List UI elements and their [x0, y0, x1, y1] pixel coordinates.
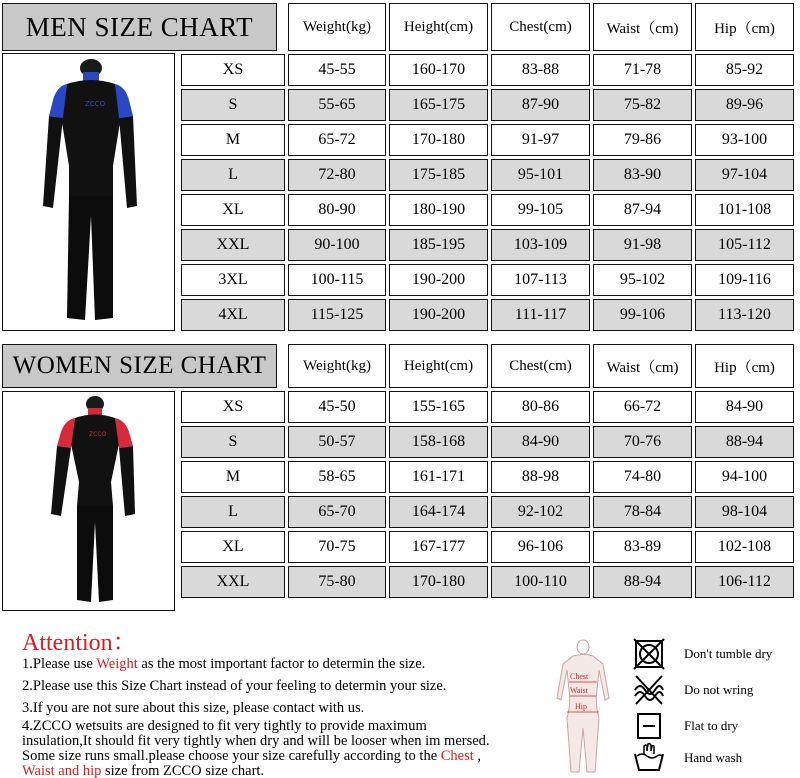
women-column-header: Chest(cm)	[491, 344, 590, 388]
height-cell: 170-180	[389, 124, 488, 156]
women-wetsuit-image	[2, 391, 175, 611]
men-chart-title: MEN SIZE CHART	[2, 3, 277, 51]
size-label-cell: L	[181, 159, 285, 191]
men-wetsuit-image	[2, 53, 175, 331]
size-label-cell: 4XL	[181, 299, 285, 331]
waist-cell: 79-86	[593, 124, 692, 156]
size-label-cell: XXL	[181, 566, 285, 598]
size-label-cell: L	[181, 496, 285, 528]
size-label-cell: M	[181, 124, 285, 156]
chest-cell: 95-101	[491, 159, 590, 191]
table-row	[181, 264, 794, 296]
chest-cell: 100-110	[491, 566, 590, 598]
note-4-line-3-suffix: ,	[473, 748, 482, 764]
note-1-prefix: 1.Please use	[22, 656, 97, 672]
table-row	[181, 194, 794, 226]
do-not-wring-icon	[632, 674, 666, 706]
size-label-cell: S	[181, 426, 285, 458]
waist-cell: 83-90	[593, 159, 692, 191]
men-column-header: Waist（cm)	[593, 3, 692, 51]
women-header-row	[181, 344, 794, 388]
hip-cell: 97-104	[695, 159, 794, 191]
note-4-line-3	[22, 748, 481, 764]
waist-cell: 88-94	[593, 566, 692, 598]
waist-cell: 70-76	[593, 426, 692, 458]
waist-cell: 74-80	[593, 461, 692, 493]
weight-cell: 90-100	[288, 229, 386, 261]
weight-cell: 45-55	[288, 54, 386, 86]
women-size-table	[178, 341, 797, 601]
chest-cell: 96-106	[491, 531, 590, 563]
waist-cell: 66-72	[593, 391, 692, 423]
height-cell: 160-170	[389, 54, 488, 86]
hip-cell: 102-108	[695, 531, 794, 563]
table-row	[181, 159, 794, 191]
weight-cell: 80-90	[288, 194, 386, 226]
hip-cell: 98-104	[695, 496, 794, 528]
height-cell: 170-180	[389, 566, 488, 598]
table-row	[181, 496, 794, 528]
height-cell: 180-190	[389, 194, 488, 226]
waist-cell: 87-94	[593, 194, 692, 226]
height-cell: 185-195	[389, 229, 488, 261]
waist-label: Waist	[570, 686, 589, 695]
height-cell: 167-177	[389, 531, 488, 563]
svg-text:ZCCO: ZCCO	[84, 100, 105, 108]
care-no-tumble-dry	[632, 638, 800, 670]
chest-cell: 91-97	[491, 124, 590, 156]
hip-cell: 101-108	[695, 194, 794, 226]
hip-cell: 85-92	[695, 54, 794, 86]
waist-cell: 95-102	[593, 264, 692, 296]
note-1	[22, 656, 425, 672]
women-column-header: Weight(kg)	[288, 344, 386, 388]
note-4-line-4	[22, 763, 264, 778]
waist-cell: 99-106	[593, 299, 692, 331]
svg-text:ZCCO: ZCCO	[88, 431, 106, 438]
table-row	[181, 566, 794, 598]
chest-cell: 92-102	[491, 496, 590, 528]
table-row	[181, 54, 794, 86]
attention-section	[0, 618, 800, 778]
note-3: 3.If you are not sure about this size, please contact with us.	[22, 700, 365, 716]
hip-cell: 113-120	[695, 299, 794, 331]
weight-cell: 58-65	[288, 461, 386, 493]
men-column-header: Height(cm)	[389, 3, 488, 51]
height-cell: 175-185	[389, 159, 488, 191]
note-1-suffix: as the most important factor to determin the size.	[137, 656, 426, 672]
weight-cell: 75-80	[288, 566, 386, 598]
height-cell: 158-168	[389, 426, 488, 458]
chest-cell: 87-90	[491, 89, 590, 121]
note-4-line-2: insulation,It should fit very tightly when dry and will be looser when im mersed.	[22, 733, 490, 749]
waist-cell: 75-82	[593, 89, 692, 121]
men-column-header: Chest(cm)	[491, 3, 590, 51]
care-label-flat-dry: Flat to dry	[684, 718, 739, 733]
hip-cell: 109-116	[695, 264, 794, 296]
chest-cell: 80-86	[491, 391, 590, 423]
size-label-cell: S	[181, 89, 285, 121]
women-column-header: Waist（cm)	[593, 344, 692, 388]
care-label-no-tumble-dry: Don't tumble dry	[684, 646, 773, 661]
height-cell: 155-165	[389, 391, 488, 423]
size-label-cell: XL	[181, 194, 285, 226]
note-1-highlight: Weight	[96, 656, 138, 672]
women-chart-title: WOMEN SIZE CHART	[2, 344, 277, 388]
waist-cell: 91-98	[593, 229, 692, 261]
weight-cell: 70-75	[288, 531, 386, 563]
waist-cell: 83-89	[593, 531, 692, 563]
hip-label: Hip	[575, 702, 587, 711]
size-label-cell: 3XL	[181, 264, 285, 296]
men-column-header: Hip（cm)	[695, 3, 794, 51]
chest-cell: 84-90	[491, 426, 590, 458]
waist-cell: 78-84	[593, 496, 692, 528]
weight-cell: 50-57	[288, 426, 386, 458]
waist-cell: 71-78	[593, 54, 692, 86]
size-label-cell: XS	[181, 391, 285, 423]
attention-title: Attention：	[22, 630, 137, 656]
note-2: 2.Please use this Size Chart instead of your feeling to determin your size.	[22, 678, 447, 694]
note-4-waist-hip-highlight: Waist and hip	[22, 763, 102, 778]
note-4-line-3-prefix: Some size runs small.please choose your size carefully according to the	[22, 748, 441, 764]
table-row	[181, 124, 794, 156]
note-4-line-4-suffix: size from ZCCO size chart.	[101, 763, 265, 778]
table-row	[181, 531, 794, 563]
care-hand-wash	[632, 742, 800, 774]
body-measurement-diagram	[537, 638, 629, 778]
care-do-not-wring	[632, 674, 800, 706]
size-label-cell: XS	[181, 54, 285, 86]
weight-cell: 100-115	[288, 264, 386, 296]
women-column-header: Height(cm)	[389, 344, 488, 388]
chest-cell: 103-109	[491, 229, 590, 261]
chest-cell: 83-88	[491, 54, 590, 86]
hip-cell: 88-94	[695, 426, 794, 458]
no-tumble-dry-icon	[632, 638, 666, 670]
weight-cell: 45-50	[288, 391, 386, 423]
weight-cell: 65-70	[288, 496, 386, 528]
table-row	[181, 89, 794, 121]
women-wetsuit-icon	[39, 394, 139, 608]
height-cell: 190-200	[389, 264, 488, 296]
height-cell: 190-200	[389, 299, 488, 331]
care-label-hand-wash: Hand wash	[684, 750, 743, 765]
chest-cell: 111-117	[491, 299, 590, 331]
women-column-header: Hip（cm)	[695, 344, 794, 388]
hand-wash-icon	[632, 742, 666, 774]
weight-cell: 72-80	[288, 159, 386, 191]
table-row	[181, 299, 794, 331]
chest-label: Chest	[570, 672, 589, 681]
flat-dry-icon	[632, 710, 666, 742]
height-cell: 165-175	[389, 89, 488, 121]
chest-cell: 88-98	[491, 461, 590, 493]
hip-cell: 106-112	[695, 566, 794, 598]
men-wetsuit-icon	[29, 56, 149, 328]
men-column-header: Weight(kg)	[288, 3, 386, 51]
table-row	[181, 426, 794, 458]
women-size-chart	[0, 341, 800, 613]
size-label-cell: XXL	[181, 229, 285, 261]
chest-cell: 107-113	[491, 264, 590, 296]
hip-cell: 89-96	[695, 89, 794, 121]
men-header-row	[181, 3, 794, 51]
height-cell: 161-171	[389, 461, 488, 493]
hip-cell: 93-100	[695, 124, 794, 156]
weight-cell: 55-65	[288, 89, 386, 121]
care-flat-dry	[632, 710, 800, 742]
hip-cell: 84-90	[695, 391, 794, 423]
note-4-line-1: 4.ZCCO wetsuits are designed to fit very tightly to provide maximum	[22, 718, 427, 734]
hip-cell: 94-100	[695, 461, 794, 493]
chest-cell: 99-105	[491, 194, 590, 226]
height-cell: 164-174	[389, 496, 488, 528]
care-label-do-not-wring: Do not wring	[684, 682, 754, 697]
weight-cell: 65-72	[288, 124, 386, 156]
size-label-cell: M	[181, 461, 285, 493]
hip-cell: 105-112	[695, 229, 794, 261]
men-size-table	[178, 0, 797, 334]
men-header-spacer	[181, 3, 285, 51]
men-size-chart	[0, 0, 800, 333]
size-label-cell: XL	[181, 531, 285, 563]
women-header-spacer	[181, 344, 285, 388]
table-row	[181, 461, 794, 493]
weight-cell: 115-125	[288, 299, 386, 331]
note-4-chest-highlight: Chest	[440, 748, 474, 764]
table-row	[181, 229, 794, 261]
table-row	[181, 391, 794, 423]
